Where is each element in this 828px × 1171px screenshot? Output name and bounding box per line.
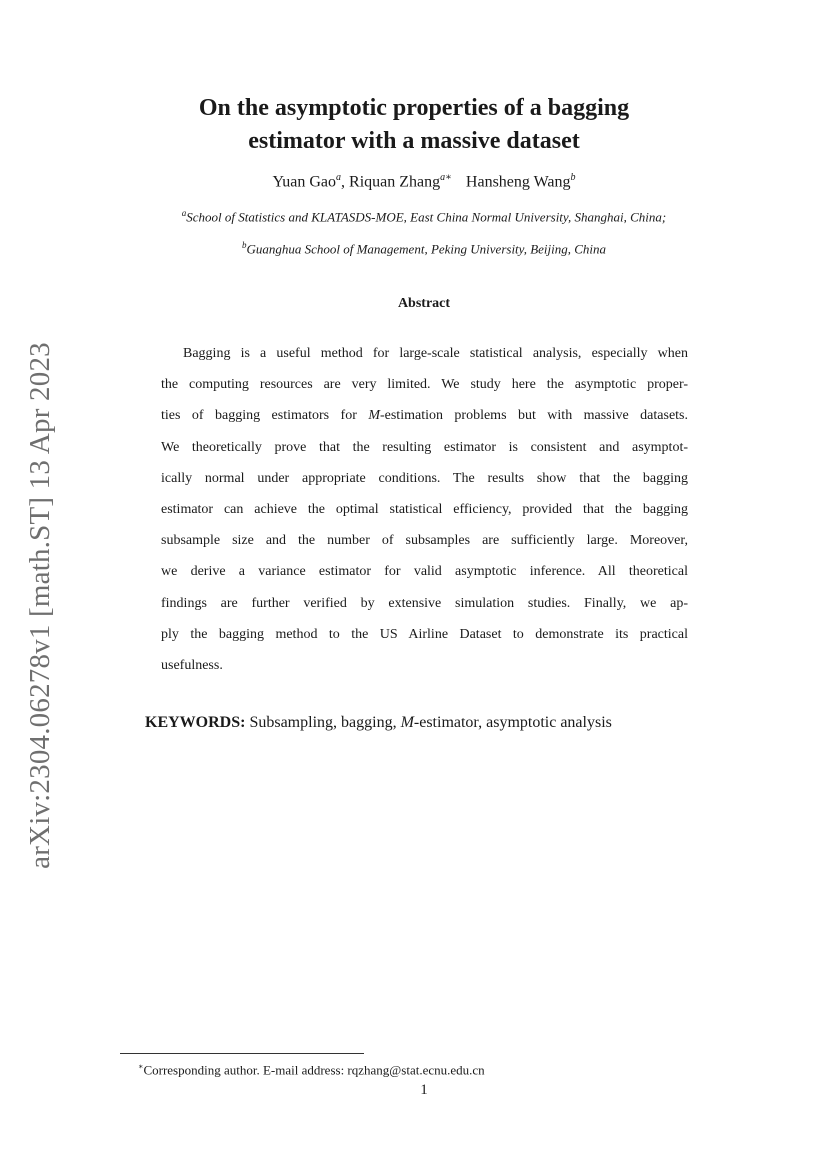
arxiv-stamp [20, 341, 60, 869]
affiliation-a [0, 204, 828, 226]
keywords-text: Subsampling, bagging, M-estimator, asymptotic analysis [249, 714, 612, 731]
abstract-line: ply the bagging method to the US Airline Dataset to demonstrate its practical [161, 626, 688, 642]
abstract-body [161, 338, 688, 681]
author-affiliation-mark: a∗ [440, 172, 452, 183]
abstract-line: ically normal under appropriate conditions. The results show that the bagging [161, 470, 688, 486]
abstract-line: we derive a variance estimator for valid asymptotic inference. All theoretical [161, 564, 688, 580]
page-number: 1 [420, 1082, 428, 1098]
abstract-line: findings are further verified by extensive simulation studies. Finally, we ap- [161, 595, 688, 611]
abstract-line: usefulness. [161, 658, 223, 674]
abstract-line: the computing resources are very limited. We study here the asymptotic proper- [161, 377, 688, 393]
arxiv-stamp-text: arXiv:2304.06278v1 [math.ST] 13 Apr 2023 [23, 341, 56, 869]
affiliation-text: School of Statistics and KLATASDS-MOE, East China Normal University, Shanghai, China; [186, 209, 667, 225]
affiliation-mark: b [241, 240, 247, 250]
affiliation-b [0, 236, 828, 258]
author-name: Hansheng Wang [465, 173, 571, 191]
footnote [138, 1058, 485, 1079]
author-separator: , [341, 173, 346, 191]
abstract-line: Bagging is a useful method for large-scale statistical analysis, especially when [183, 346, 688, 361]
author-list [0, 167, 828, 193]
keywords-label: KEYWORDS: [145, 714, 246, 731]
author-name: Yuan Gao [272, 173, 337, 191]
keywords [145, 712, 612, 734]
abstract-line: subsample size and the number of subsamples are sufficiently large. Moreover, [161, 533, 688, 549]
affiliation-mark: a [181, 208, 187, 218]
footnote-mark: ∗ [138, 1062, 144, 1071]
affiliation-text: Guanghua School of Management, Peking University, Beijing, China [246, 241, 607, 257]
abstract-line: ties of bagging estimators for M-estimation problems but with massive datasets. [161, 408, 689, 424]
author-name: Riquan Zhang [349, 173, 441, 191]
footnote-text: Corresponding author. E-mail address: rqzhang@stat.ecnu.edu.cn [143, 1062, 485, 1078]
paper-title [0, 92, 828, 158]
author-affiliation-mark: b [570, 172, 576, 183]
paper-title-line-1: On the asymptotic properties of a bagging [198, 95, 630, 121]
abstract-heading: Abstract [397, 296, 451, 311]
paper-title-line-2: estimator with a massive dataset [248, 128, 580, 154]
abstract-line: We theoretically prove that the resulting estimator is consistent and asymptot- [161, 439, 688, 455]
footnote-divider [120, 1053, 364, 1054]
author-affiliation-mark: a [336, 172, 342, 183]
abstract-line: estimator can achieve the optimal statistical efficiency, provided that the bagging [161, 502, 688, 518]
